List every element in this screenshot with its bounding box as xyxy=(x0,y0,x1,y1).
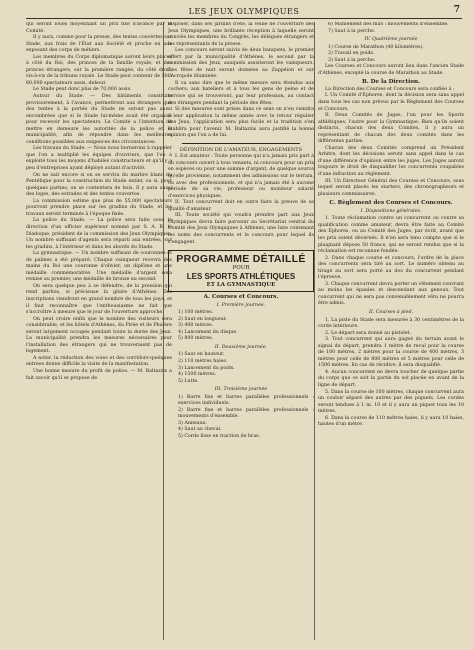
paragraph: Il va sans dire que le même mesure sera étendue aux cochers, aux bateliers et à tous les gens de peine et de service qui se trouveront, par leur profession, au contact des étrangers pendant la période des fêtes. xyxy=(168,80,314,106)
list-item: 3) Saut à la perche. xyxy=(328,57,376,63)
subheading: I. Dispositions générales. xyxy=(360,208,422,214)
paragraph: La commission estime que plus de 55,000 spectateurs pourront prendre place sur les gradins du Stade, et les travaux seront terminés à l'époque fixée. xyxy=(26,198,172,217)
page-number: 7 xyxy=(453,5,460,15)
paragraph: Autour du Stade. — Des bâtiments construits provisoirement, à l'avance, permettront aux étrangers que des tentes à la portée du Stade ne seront pas aussi encombrées que si le Stade lui-même avait été organisé pour recevoir les spectateurs. Le Comité a l'intention de mettre en demeure les autorités de la police et la municipalité, afin de répondre dans les meilleures conditions possibles aux exigences des circonstances. xyxy=(26,94,172,145)
paragraph: A noter, la réduction des voies et des corridors-quelques entrées donne difficile la visite de la manifestation. xyxy=(26,355,172,368)
list-item: 3) Lancement du poids. xyxy=(178,365,235,371)
paragraph: II. Deux Comités de Juges, l'un pour les Sports athlétiques, l'autre pour la Gymnastique. Bien qu'ils soient distincts, chacun des deux Comités, il y aura un représentant de chacun des deux comités dans les différentes parties. xyxy=(318,113,464,145)
paragraph: On sera quelque peu à se défendre, de la pression qui rend parfois, si précieuse la gloire d'Athènes. Des inscriptions viendront en grand nombre de tous les pays, et il faut reconnaître que l'enthousiasme ne fait que s'accroître à mesure que le jour de l'ouverture approche. xyxy=(26,283,172,316)
paragraph: qui seront loués moyennant un prix fixé d'avance par le Comité. xyxy=(26,22,172,34)
paragraph: Les travaux du Stade. — Nous nous bornerons à rappeler que l'on a multiplié les équipes d'ouvriers, que l'on a exploité tous les moyens d'habiles constructeurs et qu'il y a peu d'entreprises ayant déployé autant d'activité. xyxy=(26,146,172,172)
column-right xyxy=(318,22,464,642)
paragraph: III. Un Directeur Général des Courses et Concours, sous lequel seront placés les starters, des chronographeurs et plusieurs commissaires. xyxy=(318,178,464,197)
list-item: 1) 100 mètres. xyxy=(178,310,214,316)
running-title: LES JEUX OLYMPIQUES xyxy=(188,7,300,16)
section-heading: A. Courses et Concours. xyxy=(203,294,279,301)
paragraph: disposer, dans ses jardins d'été, la veille de l'ouverture des Jeux Olympiques, une brillante réception à laquelle seront conviés les membres du Congrès, les délégués étrangers et les représentants de la presse. xyxy=(168,22,314,47)
paragraph: 6. Dans la course de 110 mètres haies, il y aura 10 haies, hautes d'un mètre. xyxy=(318,415,464,428)
paragraph: Les concours seront suivis de deux banquets, le premier offert par la municipalité d'Athènes, le second par la commission des Jeux, auxquels assisteront les vainqueurs. Des fêtes de nuit seront données au Zappéion et sur l'Acropole illuminée. xyxy=(168,48,314,80)
programme-title-box xyxy=(168,250,314,292)
section-rule xyxy=(182,143,300,144)
column-rule xyxy=(314,22,315,640)
page-header xyxy=(26,6,462,19)
paragraph: La police du Stade. — La police sera faite sous la direction d'un officier supérieur nommé par S. A. R. le Diadoque, président de la commission des Jeux Olympiques. Un nombre suffisant d'agents sera réparti aux entrées, sur les gradins, à l'intérieur et dans les abords du Stade. xyxy=(26,218,172,250)
paragraph: 3. Chaque concurrent devra porter un vêtement couvrant au moins les épaules et descendant aux genoux. Tout concurrent qui ne sera pas convenablement vêtu ne pourra être admis. xyxy=(318,281,464,307)
section-heading: B. De la Direction. xyxy=(361,79,421,86)
paragraph: On peut croire enfin que le nombre des visiteurs sera considérable, et les hôtels d'Athènes, du Pirée et de Phalère seront largement occupés pendant toute la durée des Jeux. La municipalité prendra les mesures nécessaires pour l'installation des étrangers qui ne trouveraient pas de logement. xyxy=(26,316,172,355)
paragraph: Les membres du Corps diplomatique auront leurs places à côté du Roi, des princes de la famille royale, et des princes étrangers, sur la première rangée, du côté droit, vis-à-vis de la tribune royale. Le Stade peut contenir de 50 à 60,000 spectateurs assis, debout. xyxy=(26,54,172,86)
list-item: 5) Corde lisse en traction de bras. xyxy=(178,433,261,439)
programme-subtitle: POUR xyxy=(232,265,250,272)
paragraph: II. Tout concurrent doit en outre faire la preuve de sa qualité d'amateur. xyxy=(168,200,314,212)
paragraph: I. Est amateur : Toute personne qui n'a jamais pris part à un concours ouvert à tous venants, ni concouru pour un prix en espèces ou pour une somme d'argent, de quelque source qu'elle provienne, notamment des admissions sur le terrain, ou avec des professionnels, et qui n'a jamais été à aucune période de sa vie, professeur ou moniteur salarié d'exercices physiques. xyxy=(168,154,314,199)
programme-subtitle: LES SPORTS ATHLÉTIQUES xyxy=(186,272,296,282)
paragraph: Une bonne mesure du profit de police. — M. Baltazzis a fait savoir qu'il se propose de xyxy=(26,368,172,381)
paragraph: I. Un Comité d'Éphores, dont la décision sera sans appel dans tous les cas non prévus par le Règlement des Courses et Concours. xyxy=(318,93,464,112)
paragraph: Le Stade peut donc plus de 70,000 assis. xyxy=(33,87,132,93)
list-item: 4) 1500 mètres. xyxy=(178,372,217,378)
subheading: II. Deuxième journée. xyxy=(214,344,268,350)
paragraph: 2. Le départ sera donné au pistolet. xyxy=(325,330,412,336)
paragraph: Il y aura, comme pour la presse, des tentes couvertes sur Stade, aux frais de l'État aux Société et proche en aux exposant des corps de métiers. xyxy=(26,35,172,54)
paragraph: On ne sait encore si on se servira du marbre blanc du Pentélique pour la construction du Stade entier, ou si, pour quelques parties, on se contentera de bois. Il y aura aussi des loges, des estrades et des tentes couvertes. xyxy=(26,172,172,198)
paragraph: 1. Toute réclamation contre un concurrent ou contre sa qualification comme amateur, devra être faite au Comité des Éphores, ou au Comité des Juges, par écrit, avant que les prix soient décernés. Il n'en sera tenu compte que si le plaignant dépose 50 francs, qui ne seront rendus que si la réclamation est reconnue fondée. xyxy=(318,216,464,255)
list-item: 2) Saut en longueur. xyxy=(178,316,227,322)
paragraph: Chacun des deux Comités comprend un Président Arbitre, dont les décisions seront sans appel dans le cas d'une différence d'opinion entre les juges. Les Juges auront toujours le droit de disqualifier les concurrents coupables d'une infraction au règlement. xyxy=(318,145,464,178)
list-item: 3) Anneaux. xyxy=(178,420,207,426)
list-item: 1) Saut en hauteur. xyxy=(178,352,225,358)
day4-list xyxy=(318,45,464,65)
list-item: 1) Course de Marathon (40 kilomètres). xyxy=(328,44,424,50)
list-item: 2) Travail en poids. xyxy=(328,51,375,57)
paragraph: III. Toute société qui voudra prendre part aux Jeux Olympiques devra faire parvenir au Secrétariat central du Comité des Jeux Olympiques à Athènes, une liste contenant les noms des concurrents et le concours pour lequel ils s'engagent. xyxy=(168,213,314,245)
column-middle xyxy=(168,22,314,642)
list-item: 2) 110 mètres haies. xyxy=(178,358,228,364)
section-heading: DÉFINITION DE L'AMATEUR, ENGAGEMENTS xyxy=(179,146,303,153)
list-item: 4) Saut au cheval. xyxy=(178,427,222,433)
list-item: 2) Barre fixe et barres parallèles professionnels : mouvements d'ensemble. xyxy=(178,407,314,420)
programme-title: PROGRAMME DÉTAILLÉ xyxy=(176,253,306,266)
paragraph: 3. Tout concurrent qui aura gagné du terrain avant le signal du départ, prendra 1 mètre de recul pour la course de 100 mètres, 2 mètres pour la course de 400 mètres, 3 mètres pour celle de 800 mètres et 5 mètres pour celle de 1500 mètres. En cas de récidive, il sera disqualifié. xyxy=(318,337,464,369)
subheading: II. Courses à pied. xyxy=(368,309,414,315)
subheading: I. Première journée. xyxy=(216,302,266,308)
day1-list xyxy=(168,310,314,343)
paragraph: 4. Aucun concurrent ne devra toucher de quelque partie du corps que ce soit la partie du sol placée en avant de la ligne de départ. xyxy=(318,369,464,388)
paragraph: La gymnastique. — Un nombre suffisant de couronnes et de palmes a été préparé. Chaque vainqueur recevra des mains du Roi une couronne d'olivier, un diplôme et une médaille commémorative. Une médaille d'argent sera remise au premier, une médaille de bronze au second. xyxy=(26,251,172,283)
section-heading: C. Règlement des Courses et Concours. xyxy=(329,200,453,207)
list-item: 3) 400 mètres. xyxy=(178,323,214,329)
list-item: 7) Saut à la perche. xyxy=(328,28,376,34)
list-item: 5) 800 mètres. xyxy=(178,336,214,342)
paragraph: 1. La piste du Stade sera mesurée à 30 centimètres de la corde intérieure. xyxy=(318,317,464,330)
programme-subtitle: ET LA GYMNASTIQUE xyxy=(206,282,276,289)
paragraph: Si des mesures sont prises dans ce sens on n'en viendra à leur application la même année avec le retour régulier des Jeux, l'application sera plus facile et la tradition s'en établira pour l'avenir. M. Baltazzis aura justifié la bonne opinion que l'on a de lui. xyxy=(168,107,314,139)
paragraph: La Direction des Courses et Concours sera confiée à : xyxy=(325,86,455,92)
day3-list xyxy=(168,395,314,441)
column-left xyxy=(26,22,172,642)
paragraph: 2. Dans chaque course et concours, l'ordre de la place des concurrents sera tiré au sort. Le numéro obtenu au tirage au sort sera porté au dos du concurrent pendant l'épreuve. xyxy=(318,255,464,281)
list-item: 6) Maniement des mils : mouvements d'ensemble. xyxy=(328,22,449,27)
list-item: 4) Lancement du disque. xyxy=(178,329,238,335)
subheading: III. Troisième journée xyxy=(214,387,268,393)
paragraph: Les Courses et Concours auront lieu dans l'ancien Stade d'Athènes, excepté la course de Marathon au Stade. xyxy=(318,64,464,76)
list-item: 1) Barre fixe et barres parallèles professionnels : exercices individuels. xyxy=(178,394,314,407)
list-item: 5) Lutte. xyxy=(178,378,199,384)
day2-list xyxy=(168,352,314,385)
paragraph: 5. Dans la course de 100 mètres, chaque concurrent aura un couloir séparé des autres par des piquets. Les cordes seront tendues à 1 m. 10 et il y aura un piquet tous les 10 mètres. xyxy=(318,389,464,415)
subheading: IV. Quatrième journée xyxy=(364,37,418,43)
